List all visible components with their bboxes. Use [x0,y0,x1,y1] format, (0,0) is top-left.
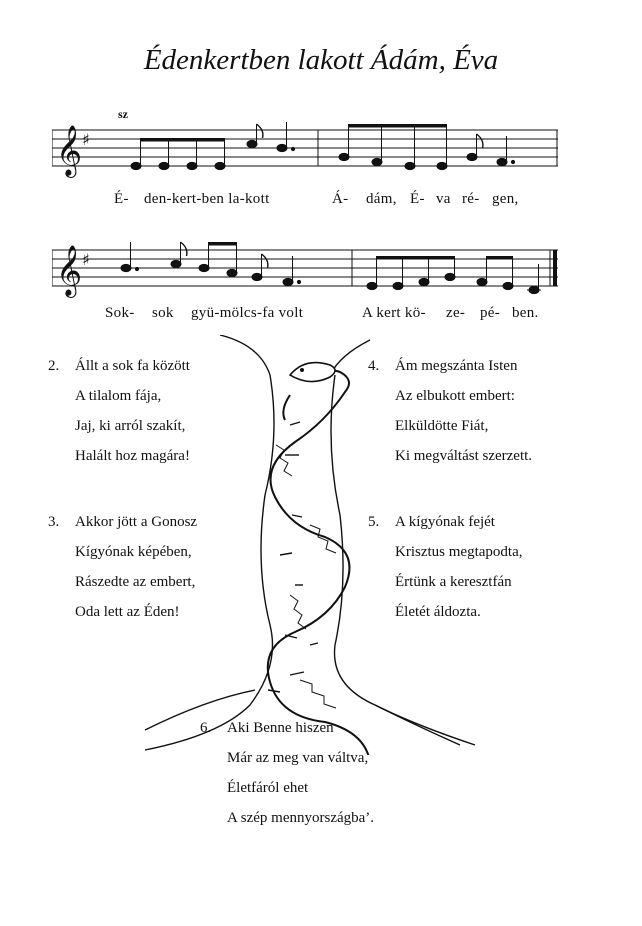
verse-line: Ki megváltást szerzett. [395,448,533,464]
verse-number: 4. [368,358,380,374]
dynamic-marking: sz [118,107,128,121]
svg-text:𝄞: 𝄞 [56,245,83,296]
verse-number: 6. [200,720,212,736]
verse-number: 3. [48,514,60,530]
verse-line: Ám megszánta Isten [395,358,518,374]
svg-text:♯: ♯ [82,130,90,149]
verse-line: Krisztus megtapodta, [395,544,523,560]
verse-line: Halált hoz magára! [75,448,190,464]
verse-line: Akkor jött a Gonosz [75,514,198,530]
svg-text:♯: ♯ [82,250,90,269]
lyric-2-4: A kert kö- [362,305,426,321]
verse-number: 2. [48,358,60,374]
verse-line: Életfáról ehet [227,780,309,796]
verse-line: Aki Benne hiszen [227,720,334,736]
verse-line: Kígyónak képében, [75,544,192,560]
verse-line: A szép mennyországba’. [227,810,375,826]
verse-line: Oda lett az Éden! [75,604,180,620]
lyric-1-6: va [436,191,451,207]
verse-line: A tilalom fája, [75,388,162,404]
verse-line: Jaj, ki arról szakít, [75,418,186,434]
lyric-1-7: ré- [462,191,480,207]
lyric-2-6: pé- [480,305,501,321]
lyric-2-1: Sok- [105,305,135,321]
svg-text:𝄞: 𝄞 [56,125,83,176]
verse-line: Értünk a keresztfán [395,574,512,590]
lyric-1-4: dám, [366,191,397,207]
lyric-1-3: Á- [332,191,349,207]
verse-line: Életét áldozta. [395,604,481,620]
lyric-2-2: sok [152,305,174,321]
song-title: Édenkertben lakott Ádám, Éva [143,44,499,76]
verse-line: Állt a sok fa között [75,358,190,374]
verse-line: A kígyónak fejét [395,514,495,530]
verse-number: 5. [368,514,380,530]
verse-line: Elküldötte Fiát, [395,418,489,434]
verse-line: Az elbukott embert: [395,388,515,404]
lyric-2-7: ben. [512,305,539,321]
lyric-1-1: É- [114,191,129,207]
lyric-1-5: É- [410,191,425,207]
music-staff-2 [52,238,558,308]
lyric-1-8: gen, [492,191,519,207]
lyric-1-2: den-kert-ben la-kott [144,191,270,207]
lyric-2-3: gyü-mölcs-fa volt [191,305,304,321]
music-staff-1 [52,118,558,188]
verse-line: Rászedte az embert, [75,574,196,590]
verse-line: Már az meg van váltva, [227,750,369,766]
lyric-2-5: ze- [446,305,466,321]
